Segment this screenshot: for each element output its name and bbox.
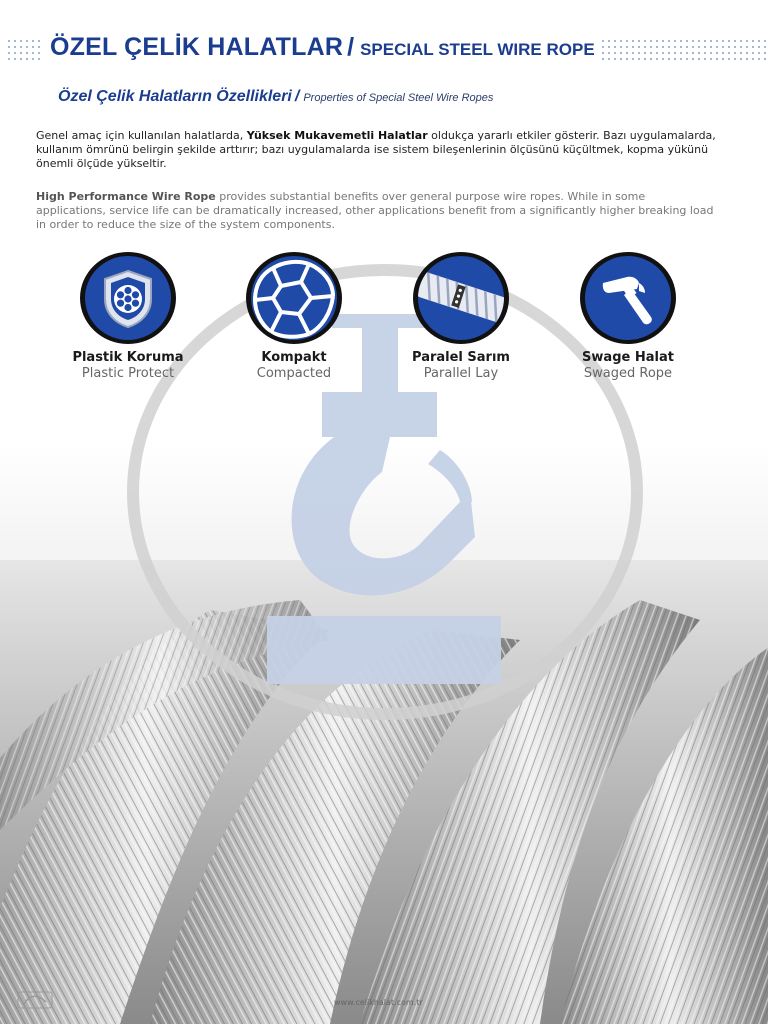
- feature-badge: [580, 252, 676, 344]
- section-title-en: Properties of Special Steel Wire Ropes: [303, 92, 494, 104]
- section-title-slash: /: [294, 88, 300, 105]
- section-title-tr: Özel Çelik Halatların Özellikleri: [58, 88, 292, 105]
- feature-plastic-protect: [48, 252, 208, 381]
- feature-label-en: Parallel Lay: [423, 366, 499, 381]
- feature-label-tr: Paralel Sarım: [412, 350, 510, 365]
- parallel-lay-icon: [418, 256, 504, 340]
- header-dots-left: [6, 38, 42, 60]
- feature-badge: [413, 252, 509, 344]
- intro-tr-after: oldukça yararlı etkiler gösterir. Bazı uygulamalarda, kullanım ömrünü belirgin şekilde arttırır; bazı uygulamalarda ise sistem bileşenlerinin ölçüsünü küçültmek, kopma yükünü önemli ölçüde yükseltir.: [36, 129, 716, 170]
- feature-label-tr: Swage Halat: [582, 350, 674, 365]
- feature-parallel-lay: [381, 252, 541, 381]
- feature-label-tr: Plastik Koruma: [72, 350, 184, 365]
- feature-label-en: Compacted: [256, 366, 332, 381]
- feature-label-en: Plastic Protect: [81, 366, 175, 381]
- feature-label-tr: Kompakt: [261, 350, 327, 365]
- feature-compacted: [214, 252, 374, 381]
- intro-en-after: provides substantial benefits over general purpose wire ropes. While in some applications, service life can be dramatically increased, other applications benefit from a significantly higher breaking load in order to reduce the size of the system components.: [36, 190, 714, 231]
- footer-logo: [16, 988, 56, 1012]
- feature-badge: [246, 252, 342, 344]
- compacted-icon: [251, 256, 337, 340]
- intro-paragraph-tr: [36, 129, 716, 171]
- intro-en-bold: High Performance Wire Rope: [36, 190, 216, 203]
- intro-paragraph-en: [36, 190, 716, 232]
- page-title-slash: /: [347, 33, 355, 61]
- intro-tr-before: Genel amaç için kullanılan halatlarda,: [36, 129, 247, 142]
- feature-badge: [80, 252, 176, 344]
- plastic-protect-icon: [93, 263, 163, 333]
- page-title-tr: ÖZEL ÇELİK HALATLAR: [50, 33, 344, 61]
- page-title-en: SPECIAL STEEL WIRE ROPE: [360, 40, 595, 59]
- footer-url[interactable]: www.celikhalat.com.tr: [334, 998, 423, 1007]
- page-title: [50, 33, 595, 62]
- section-title: [58, 88, 493, 106]
- swaged-rope-icon: [593, 263, 663, 333]
- intro-tr-bold: Yüksek Mukavemetli Halatlar: [246, 129, 428, 142]
- feature-swaged-rope: [548, 252, 708, 381]
- header-dots-right: [600, 38, 768, 60]
- feature-label-en: Swaged Rope: [583, 366, 673, 381]
